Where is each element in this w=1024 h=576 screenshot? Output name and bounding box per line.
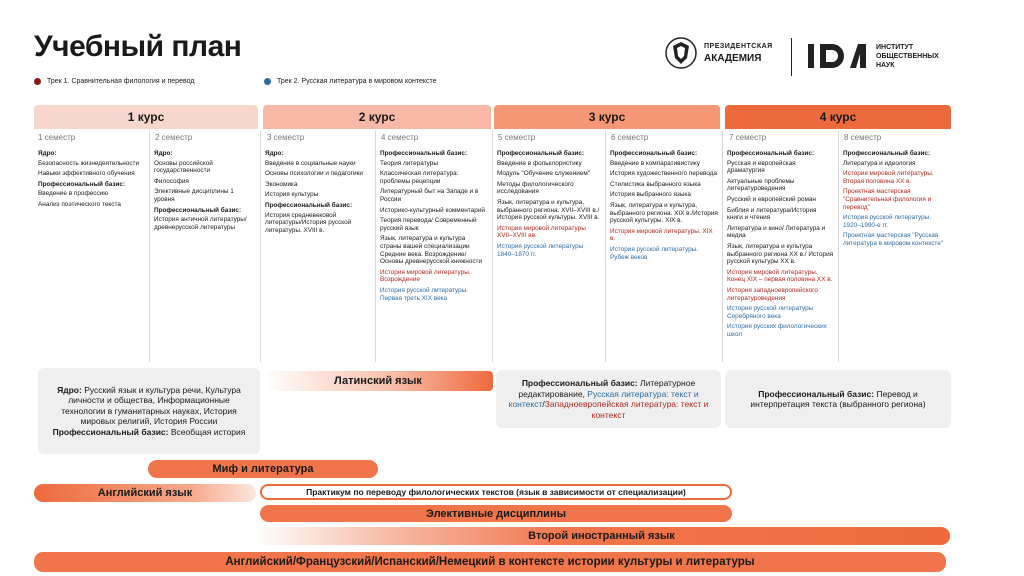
section-heading: Профессиональный базис: xyxy=(38,180,126,188)
list-item: Введение в фольклористику xyxy=(497,159,582,167)
section-heading: Профессиональный базис: xyxy=(497,150,585,157)
list-item: Теория литературы xyxy=(380,159,438,167)
track-2-item: История русской литературы. Первая треть XIX века xyxy=(380,286,469,302)
list-item: Актуальные проблемы литературоведения xyxy=(727,177,795,193)
list-item: Навыки эффективного обучения xyxy=(38,170,135,178)
prof-3-separator: / xyxy=(542,399,545,409)
institute-line-1: ИНСТИТУТ xyxy=(876,43,914,51)
prof-4-summary xyxy=(725,370,951,428)
track-1-item: История мировой литературы. Возрождение xyxy=(380,268,471,284)
semester-2-content xyxy=(150,148,259,362)
prof-3-summary xyxy=(496,370,721,428)
list-item: Элективные дисциплины 1 уровня xyxy=(154,188,234,203)
prof-3-track-2: Русская литература: текст и контекст xyxy=(508,388,699,409)
list-item: Введение в компаративистику xyxy=(610,159,700,167)
list-item: Экономика xyxy=(265,180,298,188)
logo-divider xyxy=(791,38,792,76)
list-item: Русская и европейская драматургия xyxy=(727,159,796,175)
track-1-item: Проектная мастерская "Сравнительная филология и перевод" xyxy=(843,188,932,211)
semester-2-label: 2 семестр xyxy=(155,133,193,142)
track-1-item: История западноевропейского литературоведения xyxy=(727,286,818,302)
list-item: Язык, литература и культура страны вашей специализации Средние века. Возрождение/Основы древнерусской книжности xyxy=(380,235,483,266)
track-2-item: История русских филологических школ xyxy=(727,323,827,338)
track-2-legend xyxy=(264,78,437,85)
section-heading: Профессиональный базис: xyxy=(265,201,353,209)
track-1-legend xyxy=(34,78,194,85)
section-heading: Профессиональный базис: xyxy=(843,150,931,157)
list-item: Модуль "Обучение служением" xyxy=(497,170,591,178)
list-item: Введение в профессию xyxy=(38,190,109,198)
core-label: Ядро: xyxy=(57,384,82,395)
track-1-item: История мировой литературы. Вторая половина XX в. xyxy=(843,170,934,185)
semester-8-content xyxy=(839,148,951,362)
second-language-bar: Второй иностранный язык xyxy=(253,527,950,545)
course-4-header: 4 курс xyxy=(725,105,951,129)
section-heading: Профессиональный базис: xyxy=(154,206,242,214)
section-heading: Профессиональный базис: xyxy=(380,150,468,157)
semester-3-label: 3 семестр xyxy=(267,133,305,142)
english-bar: Английский язык xyxy=(34,484,256,502)
track-1-item: История мировой литературы. XIX в. xyxy=(610,227,713,243)
list-item: История античной литературы/ древнерусской литературы xyxy=(154,216,247,231)
list-item: Основы российской государственности xyxy=(154,159,213,175)
section-heading: Ядро: xyxy=(38,150,57,157)
semester-7-label: 7 семестр xyxy=(729,133,767,142)
track-2-item: История русской литературы 1840–1870 гг. xyxy=(497,242,584,258)
list-item: Литературный быт на Западе и в России xyxy=(380,188,479,203)
institute-mark-icon xyxy=(806,42,868,70)
semester-4-content xyxy=(376,148,492,362)
core-prof-text: Всеобщая история xyxy=(168,426,246,437)
prof-3-label: Профессиональный базис: xyxy=(521,378,638,388)
course-3-header: 3 курс xyxy=(494,105,720,129)
prof-4-text: Перевод и интерпретация текста (выбранного региона) xyxy=(750,388,926,409)
list-item: Историко-культурный комментарий xyxy=(380,206,485,214)
list-item: Методы филологического исследования xyxy=(497,180,574,196)
semester-4-label: 4 семестр xyxy=(381,133,419,142)
semester-1-label: 1 семестр xyxy=(38,133,76,142)
track-1-dot-icon xyxy=(34,78,41,85)
electives-bar: Элективные дисциплины xyxy=(260,505,732,522)
semester-5-label: 5 семестр xyxy=(498,133,536,142)
academy-line-2: АКАДЕМИЯ xyxy=(704,53,762,64)
list-item: Литература и идеология xyxy=(843,159,916,167)
culture-language-bar: Английский/Французский/Испанский/Немецкий в контексте истории культуры и литературы xyxy=(34,552,946,572)
prof-3-track-1: Западноевропейская литература: текст и контекст xyxy=(544,399,709,420)
list-item: Язык, литература и культура, выбранного региона. XVII–XVIII в./ История русской культуры. XVIII в. xyxy=(497,198,600,222)
track-2-item: История русской литературы. Рубеж веков xyxy=(610,245,699,261)
section-heading: Профессиональный базис: xyxy=(610,150,698,157)
prof-4-label: Профессиональный базис: xyxy=(758,388,875,399)
semester-8-label: 8 семестр xyxy=(844,133,882,142)
semester-5-content xyxy=(493,148,605,362)
institute-logo xyxy=(806,42,939,70)
list-item: История культуры xyxy=(265,191,319,199)
list-item: История художественного перевода xyxy=(610,170,718,178)
track-1-item: История мировой литературы. Конец XIX – первая половина XX в. xyxy=(727,268,833,284)
semester-1-content xyxy=(34,148,148,362)
track-2-label: Трек 2. Русская литература в мировом контексте xyxy=(277,78,437,85)
list-item: Библия и литература/История книги и чтения xyxy=(727,206,817,222)
semester-6-content xyxy=(606,148,722,362)
semester-7-content xyxy=(723,148,838,362)
prof-3-text: Литературное редактирование, xyxy=(518,378,696,399)
course-2-header: 2 курс xyxy=(263,105,491,129)
list-item: Язык, литература и культура выбранного региона XX в./ История русской культуры XX в. xyxy=(727,242,834,266)
emblem-icon xyxy=(664,36,698,70)
list-item: Литература и кино/ Литература и медиа xyxy=(727,224,826,240)
track-2-item: История русской литературы Серебряного века xyxy=(727,305,814,320)
list-item: Философия xyxy=(154,177,189,185)
course-1-header: 1 курс xyxy=(34,105,258,129)
list-item: Основы психологии и педагогики xyxy=(265,170,363,178)
list-item: Безопасность жизнедеятельности xyxy=(38,159,140,167)
track-2-item: История русской литературы. 1920–1990-е гг. xyxy=(843,214,932,229)
list-item: Теория перевода/ Современный русский язык xyxy=(380,217,477,232)
list-item: Введение в социальные науки xyxy=(265,159,356,167)
semester-6-label: 6 семестр xyxy=(611,133,649,142)
page-title: Учебный план xyxy=(34,30,242,63)
track-1-label: Трек 1. Сравнительная филология и перевод xyxy=(47,78,195,85)
core-prof-label: Профессиональный базис: xyxy=(52,426,169,437)
latin-bar: Латинский язык xyxy=(263,371,493,391)
academy-line-1: ПРЕЗИДЕНТСКАЯ xyxy=(704,43,773,50)
track-2-item: Проектная мастерская "Русская литература в мировом контексте" xyxy=(843,232,944,247)
list-item: Анализ поэтического текста xyxy=(38,200,121,208)
section-heading: Профессиональный базис: xyxy=(727,150,815,157)
institute-line-3: НАУК xyxy=(876,61,895,69)
core-summary xyxy=(38,368,260,454)
list-item: История средневековой литературы/История русской литературы. XVIII в. xyxy=(265,211,352,234)
practicum-bar: Практикум по переводу филологических текстов (язык в зависимости от специализации) xyxy=(260,484,732,500)
institute-line-2: ОБЩЕСТВЕННЫХ xyxy=(876,52,939,60)
section-heading: Ядро: xyxy=(265,150,284,157)
myth-bar: Миф и литература xyxy=(148,460,378,478)
list-item: Стилистика выбранного языка xyxy=(610,180,701,188)
list-item: Русский и европейский роман xyxy=(727,195,816,203)
track-1-item: История мировой литературы XVII–XVIII вв. xyxy=(497,224,586,240)
semester-3-content xyxy=(261,148,374,362)
list-item: История выбранного языка xyxy=(610,191,691,199)
list-item: Классическая литература: проблемы рецепции xyxy=(380,170,459,185)
section-heading: Ядро: xyxy=(154,150,173,157)
core-text: Русский язык и культура речи, Культура личности и общества, Информационные технологии в гуманитарных науках, История мировых религий, История России xyxy=(61,384,241,427)
track-2-dot-icon xyxy=(264,78,271,85)
list-item: Язык, литература и культура, выбранного региона. XIX в./История русской культуры. XIX в. xyxy=(610,201,718,225)
academy-logo xyxy=(664,36,773,70)
